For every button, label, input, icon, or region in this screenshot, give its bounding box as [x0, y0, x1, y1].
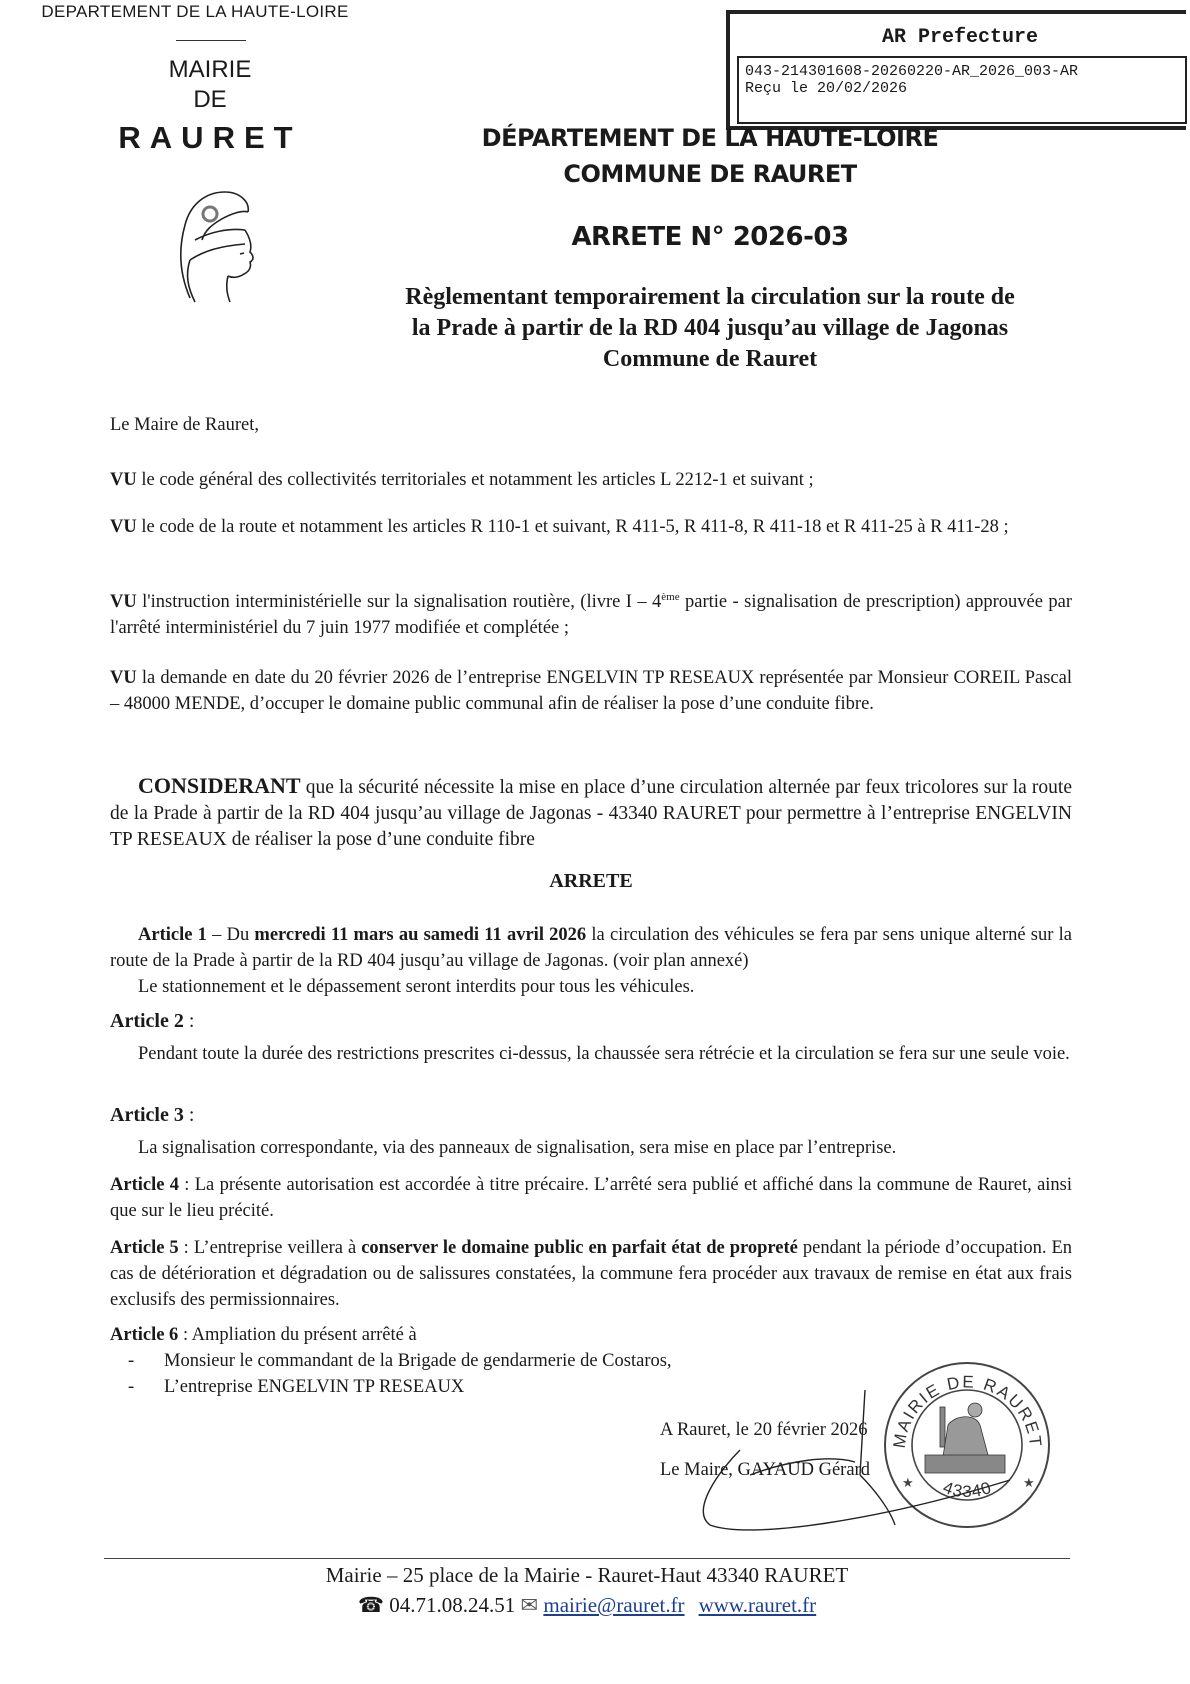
marianne-icon [150, 180, 280, 310]
phone-icon: ☎ [357, 1593, 385, 1617]
footer-email-link[interactable]: mairie@rauret.fr [543, 1593, 685, 1617]
subtitle-line: Règlementant temporairement la circulation sur la route de [405, 284, 1015, 310]
article-5-text: pendant la période d’occupation. En cas de détérioration et dégradation ou de salissures constatées, la commune fera procéder aux travaux de remise en état aux frais exclusifs des permissionnaires. [110, 1238, 1073, 1310]
article-5-label: Article 5 [110, 1238, 179, 1258]
article-2-heading [110, 1010, 194, 1033]
vu-label: VU [110, 668, 137, 688]
signature-place-date: A Rauret, le 20 février 2026 [660, 1420, 868, 1440]
article-1-label: Article 1 [138, 925, 207, 945]
signature-scrawl [680, 1380, 1020, 1540]
article-5 [110, 1235, 1072, 1313]
article-1-text: la circulation des véhicules se fera par sens unique alterné sur la route de la Prade à partir de la RD 404 jusqu’au village de Jagonas. (voir plan annexé) [110, 925, 1072, 971]
ar-prefecture-received: Reçu le 20/02/2026 [745, 80, 908, 97]
footer-contact [104, 1593, 1070, 1618]
article-3-heading [110, 1104, 194, 1127]
stamp-star-icon: ★ [1023, 1475, 1035, 1490]
footer-address: Mairie – 25 place de la Mairie - Rauret-Haut 43340 RAURET [325, 1563, 849, 1587]
article-1-parking: Le stationnement et le dépassement seront interdits pour tous les véhicules. [138, 977, 695, 997]
stamp-star-icon: ★ [902, 1475, 914, 1490]
stamp-bottom-text: 43340 [940, 1477, 995, 1502]
list-bullet: - [128, 1377, 135, 1397]
article-5-text: : L’entreprise veillera à [178, 1238, 362, 1258]
stamp-top-text: MAIRIE DE RAURET [889, 1372, 1046, 1450]
considerant-label: CONSIDERANT [138, 773, 301, 798]
vu-text: partie - signalisation de prescription) approuvée par l'arrêté interministériel du 7 juin 1977 modifiée et complétée ; [110, 592, 1072, 638]
considerant-paragraph [110, 773, 1072, 853]
considerant-text: que la sécurité nécessite la mise en place d’une circulation alternée par feux tricolores sur la route de la Prade à partir de la RD 404 jusqu’au village de Jagonas - 43340 RAURET pour permettre à l’entreprise ENGELVIN TP RESEAUX de réaliser la pose d’une conduite fibre [110, 777, 1072, 850]
letterhead-mairie-line2: DE [193, 86, 227, 113]
list-item [110, 1348, 910, 1374]
vu-paragraph [110, 589, 1072, 641]
ar-prefecture-box [726, 10, 1186, 130]
arrete-subtitle [330, 282, 1090, 375]
article-6-label: Article 6 [110, 1325, 179, 1345]
list-bullet: - [128, 1351, 135, 1371]
list-item-text: Monsieur le commandant de la Brigade de gendarmerie de Costaros, [164, 1351, 672, 1371]
article-4 [110, 1172, 1072, 1224]
article-3-label: Article 3 [110, 1104, 184, 1126]
article-5-emphasis: conserver le domaine public en parfait état de propreté [361, 1238, 798, 1258]
header-department: DÉPARTEMENT DE LA HAUTE-LOIRE [481, 124, 939, 152]
vu-label: VU [110, 592, 137, 612]
arrete-number: ARRETE N° 2026-03 [571, 222, 849, 252]
arrete-heading: ARRETE [549, 870, 633, 892]
vu-label: VU [110, 470, 137, 490]
article-3-colon: : [183, 1104, 195, 1126]
vu-label: VU [110, 517, 137, 537]
article-6 [110, 1322, 1072, 1348]
header-commune: COMMUNE DE RAURET [563, 160, 857, 188]
signatory-name: Le Maire, GAYAUD Gérard [660, 1460, 870, 1480]
letterhead-mairie [120, 55, 300, 115]
letterhead-mairie-line1: MAIRIE [168, 56, 252, 83]
footer-phone: 04.71.08.24.51 [389, 1593, 516, 1617]
article-1-dash: – Du [206, 925, 255, 945]
vu-text: l'instruction interministérielle sur la signalisation routière, (livre I – 4 [136, 592, 662, 612]
mail-icon: ✉ [520, 1593, 539, 1617]
opening-line: Le Maire de Rauret, [110, 415, 259, 435]
letterhead-department: DEPARTEMENT DE LA HAUTE-LOIRE [41, 2, 349, 21]
article-4-text: : La présente autorisation est accordée à titre précaire. L’arrêté sera publié et affiché dans la commune de Rauret, ainsi que sur le lieu précité. [110, 1175, 1073, 1221]
subtitle-line: Commune de Rauret [602, 346, 818, 372]
ar-prefecture-details [737, 56, 1187, 124]
article-2-colon: : [183, 1010, 195, 1032]
article-4-label: Article 4 [110, 1175, 179, 1195]
vu-text: le code de la route et notamment les articles R 110-1 et suivant, R 411-5, R 411-8, R 411-18 et R 411-25 à R 411-28 ; [136, 517, 1009, 537]
article-3-text: La signalisation correspondante, via des panneaux de signalisation, sera mise en place par l’entreprise. [138, 1138, 897, 1158]
article-2-text: Pendant toute la durée des restrictions prescrites ci-dessus, la chaussée sera rétrécie et la circulation se fera sur une seule voie. [138, 1044, 1070, 1064]
ar-prefecture-title: AR Prefecture [881, 26, 1039, 49]
vu-paragraph [110, 514, 1072, 540]
vu-superscript: ème [661, 590, 680, 603]
article-6-text: : Ampliation du présent arrêté à [178, 1325, 417, 1345]
vu-text: le code général des collectivités territoriales et notamment les articles L 2212-1 et suivant ; [136, 470, 814, 490]
list-item-text: L’entreprise ENGELVIN TP RESEAUX [164, 1377, 465, 1397]
article-2-label: Article 2 [110, 1010, 184, 1032]
subtitle-line: la Prade à partir de la RD 404 jusqu’au village de Jagonas [411, 315, 1009, 341]
footer-website-link[interactable]: www.rauret.fr [698, 1593, 817, 1617]
article-1-dates: mercredi 11 mars au samedi 11 avril 2026 [254, 925, 587, 945]
footer-rule [104, 1558, 1070, 1559]
letterhead-rule [176, 40, 246, 41]
article-1 [110, 922, 1072, 974]
vu-text: la demande en date du 20 février 2026 de l’entreprise ENGELVIN TP RESEAUX représentée par Monsieur COREIL Pascal – 48000 MENDE, d’occuper le domaine public communal afin de réaliser la pose d’une conduite fibre. [110, 668, 1072, 714]
vu-paragraph [110, 467, 1072, 493]
ar-prefecture-reference: 043-214301608-20260220-AR_2026_003-AR [745, 63, 1079, 80]
vu-paragraph [110, 665, 1072, 717]
letterhead-town: RAURET [118, 120, 302, 155]
